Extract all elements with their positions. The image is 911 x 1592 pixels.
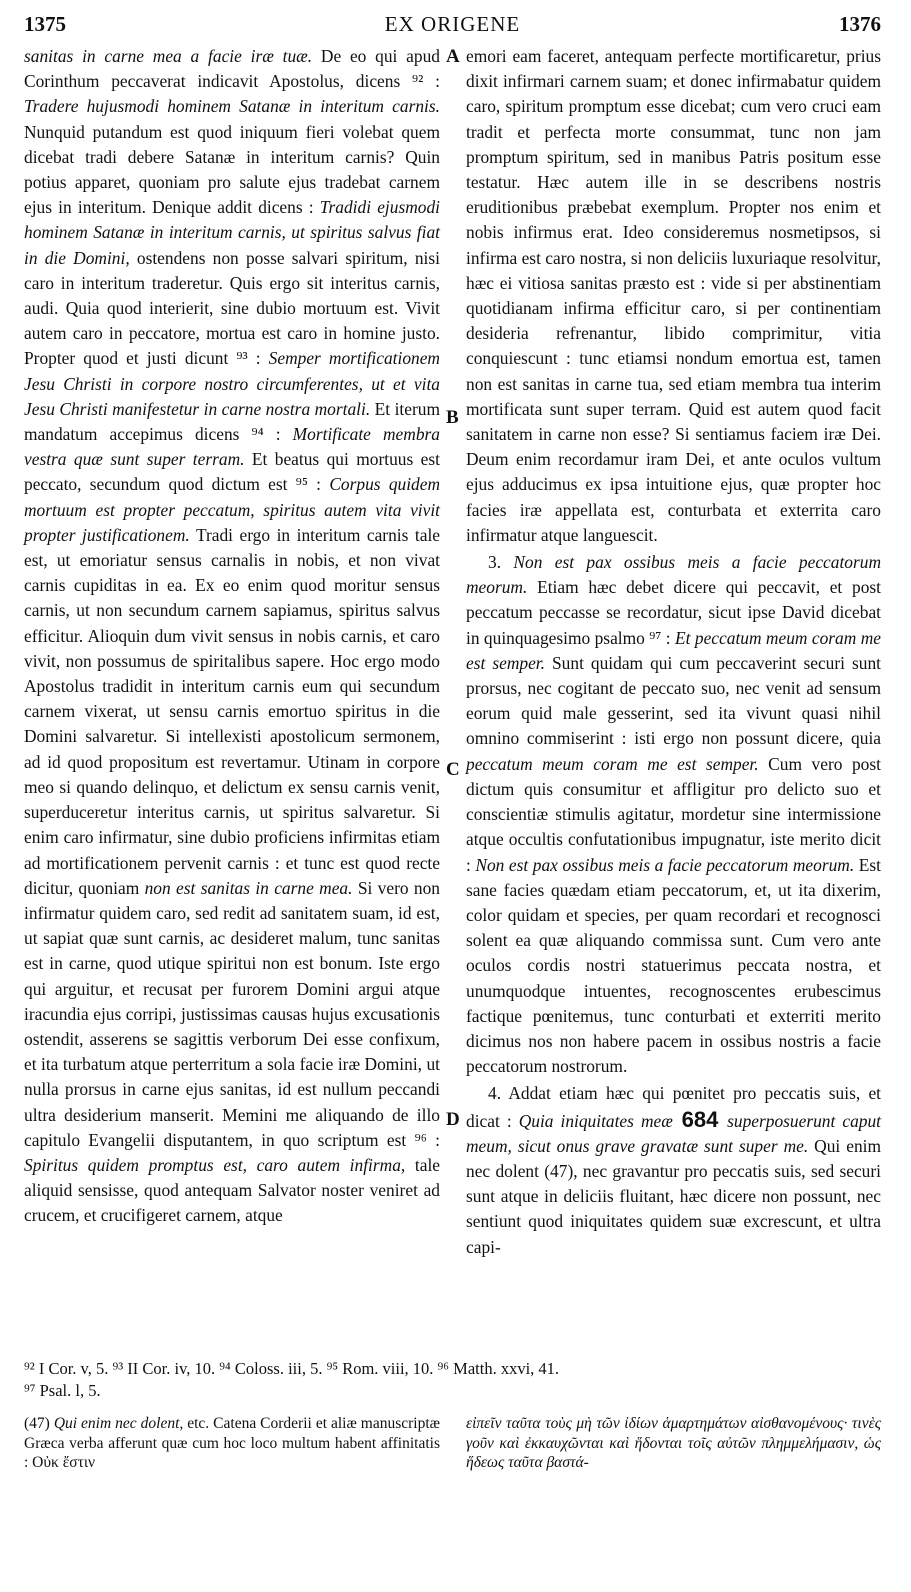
footnote-greek: εἰπεῖν ταῦτα τοὺς μὴ τῶν ἰδίων ἁμαρτημάτων αἰσθανομένους· τινὲς γοῦν καὶ ἐκκαυχῶνται καὶ ἥδονται τοῖς αὐτῶν πλημμελήμασιν, ὡς ἥδεως ταῦτα βαστά- — [466, 1415, 881, 1471]
scripture-quote: Non est pax ossibus meis a facie peccatorum meorum. — [466, 552, 881, 598]
text-run: ostendens non posse salvari spiritum, nisi caro in interitum traderetur. Quis ergo sit interitus carnis, audi. Quia quod interierit, sine dubio mortuum est. Vivit autem caro in peccatore, mortua est caro in homine justo. Propter quod et justi dicunt ⁹³ : — [24, 247, 440, 369]
text-run: tale aliquid sensisse, quod antequam Salvator noster veniret ad crucem, et crucifigeret carnem, atque — [24, 1154, 441, 1226]
paragraph — [24, 44, 440, 1229]
scripture-quote: Spiritus quidem promptus est, caro autem infirma, — [24, 1154, 406, 1175]
page-number-left: 1375 — [24, 12, 66, 36]
scripture-quote: Tradidi ejusmodi hominem Satanæ in interitum carnis, ut spiritus salvus fiat in die Domini, — [24, 197, 440, 268]
scripture-quote: Mortificate membra vestra quæ sunt super terram. — [24, 424, 440, 470]
references-line-2: ⁹⁷ Psal. l, 5. — [24, 1381, 101, 1400]
paragraph — [466, 550, 881, 1079]
text-run: Tradi ergo in interitum carnis tale est, ut emoriatur sensus carnalis in nobis, et non vivat carnis cupiditas in ea. Ex eo enim quod moritur sensus carnis, ut non secundum carnem sapiamus, spiritus salvus efficitur. Alioquin dum vivit sensus in nobis carnis, et caro vivit, non possumus de spiritalibus sapere. Hoc ergo modo Apostolus tradidit in interitum carnis eum qui secundum carnem vixerat, ut sensu carnis emortuo spiritus in die Domini salvaretur. Si intellexisti apostolicum sermonem, ad id quod propositum est revertamur. Utinam in corpore meo si quando delinquo, et delictum ex sensu carnis venit, superduceretur interitus carnis, ut spiritus salvaretur. Si enim caro infirmatur, sine dubio proficiens infirmitas etiam ad mortificationem pervenit carnis : et tunc est quod recte dicitur, quoniam — [24, 524, 440, 898]
text-run: 3. — [488, 552, 514, 573]
column-number-marker: 684 — [672, 1106, 728, 1132]
scripture-quote: superposuerunt caput meum, sicut onus grave gravatæ sunt super me. — [466, 1110, 881, 1156]
page-header — [24, 12, 881, 42]
margin-letter-c: C — [446, 759, 460, 780]
scripture-quote: Tradere hujusmodi hominem Satanæ in interitum carnis. — [24, 96, 440, 117]
margin-letter-b: B — [446, 407, 459, 428]
scripture-quote: Et peccatum meum coram me est semper. — [466, 627, 881, 673]
text-run: Nunquid putandum est quod iniquum fieri volebat quem dicebat tradi debere Satanæ in interitum carnis? Quin potius apparet, quoniam pro salute ejus tradebat carnem ejus in interitum. Denique addit dicens : — [24, 121, 440, 218]
paragraph — [466, 44, 881, 548]
right-column — [466, 44, 881, 1260]
footnote-lemma: Qui enim nec dolent, — [53, 1415, 184, 1432]
text-run: Qui enim nec dolent (47), nec gravantur pro peccatis suis, sed securi sunt atque in deliciis fluitant, hæc dicere non possunt, nec sentiunt quod iniquitates quidem suæ excrescunt, et ultra capi- — [466, 1135, 881, 1257]
scripture-quote: Quia iniquitates meæ — [518, 1110, 673, 1131]
margin-letter-d: D — [446, 1109, 460, 1130]
text-run: De eo qui apud Corinthum peccaverat indicavit Apostolus, dicens ⁹² : — [24, 46, 440, 92]
text-run: Si vero non infirmatur quidem caro, sed redit ad sanitatem suam, id est, ut sapiat quæ sunt carnis, ac desideret malum, tunc sanitas est in carne, quod utique spiritui non est bonum. Iste ergo qui arguitur, et recusat per furorem Domini argui atque iracundia ejus corripi, justissimas causas hujus excusationis ostendit, asserens se sagittis verborum Dei esse confixum, et ita turbatum atque perterritum a sola facie iræ Domini, ut nulla prorsus in carne ejus sanitas, id est nullum peccandi ultra desiderium manserit. Memini me aliquando de illo capitulo Evangelii disputantem, in quo scriptum est ⁹⁶ : — [24, 877, 440, 1150]
text-run: Etiam hæc debet dicere qui peccavit, et post peccatum peccasse se recordatur, sicut ipse David dicebat in quinquagesimo psalmo ⁹⁷ : — [466, 577, 881, 648]
scripture-quote: Corpus quidem mortuum est propter peccatum, spiritus autem vita vivit propter justificationem. — [24, 474, 441, 545]
text-run: Est sane facies quædam etiam peccatorum, et, ut ita dixerim, color quidam et species, per quam recordari et recognosci solent ea quæ aliquando commissa sunt. Cum vero ante oculos cordis nostri statuerimus peccata nostra, et unumquodque intuentes, recognoscentes erubescimus factique pœnitemus, tunc conturbati et exterriti merito dicimus nos non habere pacem in ossibus nostris a facie peccatorum nostrorum. — [466, 854, 881, 1077]
scripture-quote: non est sanitas in carne mea. — [144, 877, 353, 898]
footnote-left — [24, 1414, 440, 1473]
paragraph — [466, 1081, 881, 1259]
scripture-quote: sanitas in carne mea a facie iræ tuæ. — [24, 46, 313, 66]
running-title: EX ORIGENE — [384, 12, 521, 36]
references-line-1: ⁹² I Cor. v, 5. ⁹³ II Cor. iv, 10. ⁹⁴ Coloss. iii, 5. ⁹⁵ Rom. viii, 10. ⁹⁶ Matth. xxvi, 41. — [24, 1359, 560, 1378]
footnote-text: etc. Catena Corderii et aliæ manuscriptæ Græca verba afferunt quæ cum hoc loco multum habent affinitatis : Οὐκ ἔστιν — [24, 1415, 440, 1471]
margin-letter-a: A — [446, 46, 460, 67]
text-run: Cum vero post dictum quis consumitur et affligitur pro delicto suo et conscientiæ stimulis agitatur, mordetur sine intermissione atque occultis confutationibus impugnatur, iste merito dicit : — [466, 753, 881, 875]
scripture-quote: Non est pax ossibus meis a facie peccatorum meorum. — [475, 854, 855, 875]
text-run: 4. Addat etiam hæc qui pœnitet pro peccatis suis, et dicat : — [466, 1083, 881, 1131]
text-run: Et beatus qui mortuus est peccato, secundum quod dictum est ⁹⁵ : — [24, 449, 440, 495]
page-number-right: 1376 — [839, 12, 881, 36]
footnote-number: (47) — [24, 1415, 50, 1432]
scripture-quote: Semper mortificationem Jesu Christi in corpore nostro circumferentes, ut et vita Jesu Christi manifestetur in carne nostra mortali. — [24, 348, 440, 419]
text-run: emori eam faceret, antequam perfecte mortificaretur, prius dixit infirmari carnem suam; et donec infirmabatur quidem caro, spiritum promptum esse dicebat; cum vero cruci eam tradit et perfecta morte consummat, tunc non jam promptum spiritum, sed in manibus Patris positum esse testatur. Hæc autem ille in se describens nostris eruditionibus præbebat exemplum. Propter nos enim et nobis infirmus erat. Ideo consideremus nosmetipsos, si infirma est caro nostra, si non deliciis luxuriaque resolvitur, hæc ei vitiosa sanitas præsto est : vide si per abstinentiam quotidianam infirma efficitur caro, si per continentiam desideria refrenantur, libido comprimitur, vitia conquiescunt : tunc etiamsi nondum emortua est, tamen non est sanitas in carne tua, sed etiam membra tua interim mortificata sunt super terram. Quid est autem quod facit sanitatem in carne non esse? Si sentiamus faciem iræ Dei. Deum enim recordamur iram Dei, et ante oculos vultum ejus adducimus ex ipsa intuitione ejus, quæ propter hoc facies iræ appellata est, conturbata et exterrita caro infirmatur atque languescit. — [466, 46, 881, 545]
scripture-references — [24, 1358, 884, 1402]
text-run: Sunt quidam qui cum peccaverint securi sunt prorsus, nec cogitant de peccato suo, nec venit ad sensum eorum quid male gesserint, sed ita vivunt quasi nihil omnino commiserint : isti ergo non possunt dicere, quia — [466, 652, 881, 749]
scripture-quote: peccatum meum coram me est semper. — [466, 753, 759, 774]
text-run: Et iterum mandatum accepimus dicens ⁹⁴ : — [24, 398, 440, 445]
left-column — [24, 44, 440, 1229]
